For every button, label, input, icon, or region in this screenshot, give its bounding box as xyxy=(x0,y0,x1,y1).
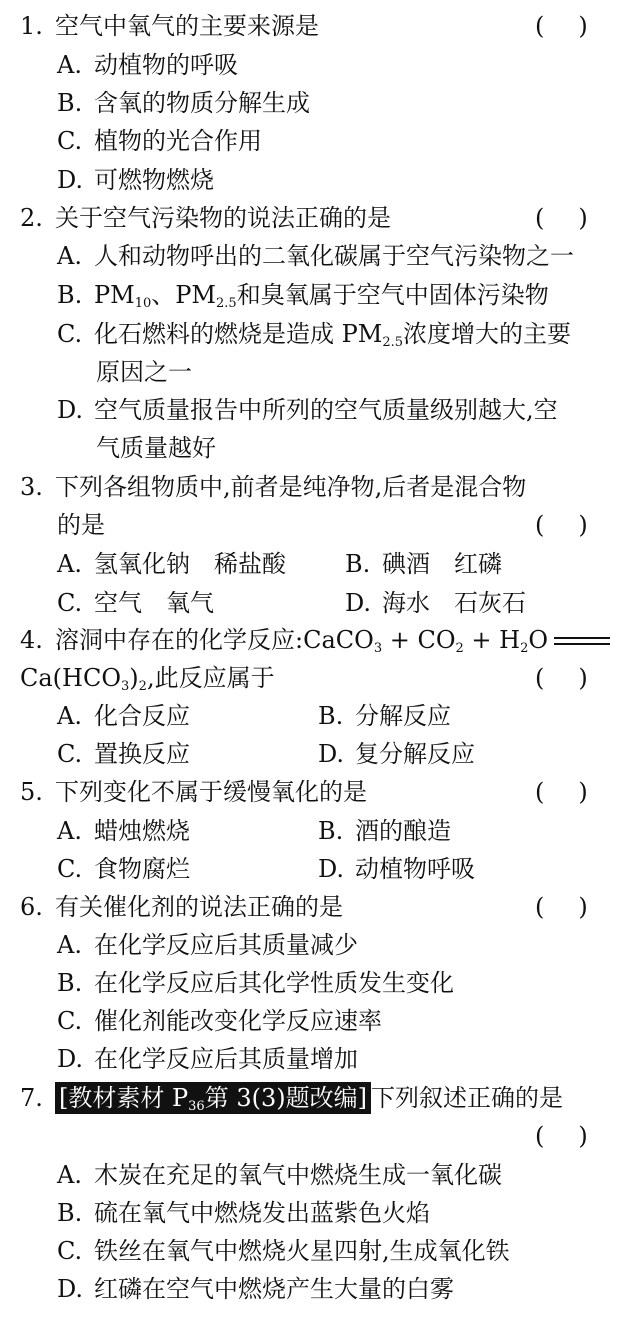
option-text: 空气质量报告中所列的空气质量级别越大,空 xyxy=(94,396,558,424)
question-4-option-c[interactable] xyxy=(57,740,190,768)
source-tag xyxy=(55,1082,371,1114)
question-2-option-d-continued xyxy=(0,429,630,467)
option-text: 空气 氧气 xyxy=(94,589,214,617)
answer-bracket: () xyxy=(535,511,622,539)
question-3-option-d[interactable] xyxy=(345,584,526,622)
option-letter: D. xyxy=(57,166,84,194)
question-number: 3. xyxy=(20,473,43,501)
option-text: 化石燃料的燃烧是造成 PM xyxy=(94,320,383,348)
question-3-option-b[interactable] xyxy=(345,545,502,583)
option-text: 碘酒 红磷 xyxy=(382,550,502,578)
option-letter: B. xyxy=(318,702,344,730)
question-text: 下列变化不属于缓慢氧化的是 xyxy=(55,778,367,806)
question-2-stem xyxy=(0,199,630,237)
option-text: 在化学反应后其质量增加 xyxy=(94,1045,358,1073)
question-2-option-c[interactable] xyxy=(0,315,630,353)
option-text: 氢氧化钠 稀盐酸 xyxy=(94,550,286,578)
option-letter: A. xyxy=(57,51,82,79)
option-text-sep: 、PM xyxy=(151,281,217,309)
question-1-option-d[interactable] xyxy=(0,161,630,199)
formula-part: + CO xyxy=(382,626,456,654)
option-text: 原因之一 xyxy=(96,358,192,386)
question-text: 关于空气污染物的说法正确的是 xyxy=(55,204,391,232)
option-text: 酒的酿造 xyxy=(355,817,451,845)
question-text: 有关催化剂的说法正确的是 xyxy=(55,893,343,921)
option-text: 木炭在充足的氧气中燃烧生成一氧化碳 xyxy=(94,1161,502,1189)
subscript: 2 xyxy=(138,679,147,694)
answer-bracket: () xyxy=(535,664,622,692)
question-6-stem xyxy=(0,888,630,926)
answer-bracket: () xyxy=(535,778,622,806)
option-letter: B. xyxy=(57,969,83,997)
formula-part: CaCO xyxy=(303,626,374,654)
option-letter: A. xyxy=(57,817,82,845)
option-letter: B. xyxy=(57,89,83,117)
option-letter: D. xyxy=(57,396,84,424)
option-letter: C. xyxy=(57,1237,83,1265)
option-letter: B. xyxy=(318,817,344,845)
question-7-stem xyxy=(0,1079,630,1117)
tag-text: [教材素材 P xyxy=(59,1084,189,1112)
subscript: 10 xyxy=(134,296,152,311)
option-text: 铁丝在氧气中燃烧火星四射,生成氧化铁 xyxy=(94,1237,510,1265)
question-6-option-d[interactable] xyxy=(0,1040,630,1078)
question-6-option-c[interactable] xyxy=(0,1002,630,1040)
answer-bracket: () xyxy=(535,1122,622,1150)
option-letter: C. xyxy=(57,1007,83,1035)
question-number: 6. xyxy=(20,893,43,921)
question-4-option-d[interactable] xyxy=(318,735,475,773)
question-text: 下列叙述正确的是 xyxy=(370,1084,563,1112)
question-3-option-a[interactable] xyxy=(57,550,286,578)
question-5-option-d[interactable] xyxy=(318,850,475,888)
formula-part: Ca(HCO xyxy=(20,664,122,692)
option-letter: A. xyxy=(57,702,82,730)
question-5-option-b[interactable] xyxy=(318,812,451,850)
subscript: 3 xyxy=(121,679,130,694)
question-5-options-row-1 xyxy=(0,812,630,850)
option-text: 可燃物燃烧 xyxy=(94,166,214,194)
question-5-option-a[interactable] xyxy=(57,817,190,845)
option-letter: D. xyxy=(318,740,345,768)
option-letter: C. xyxy=(57,589,83,617)
formula-part: ) xyxy=(129,664,139,692)
equals-sign xyxy=(554,637,610,645)
subscript: 2.5 xyxy=(216,296,237,311)
option-text: 海水 石灰石 xyxy=(382,589,526,617)
question-4-stem xyxy=(0,621,630,659)
option-text-tail: 浓度增大的主要 xyxy=(403,320,572,348)
option-text: 人和动物呼出的二氧化碳属于空气污染物之一 xyxy=(94,242,574,270)
subscript: 3 xyxy=(373,641,383,656)
question-1-option-b[interactable] xyxy=(0,84,630,122)
question-3-stem-continued xyxy=(0,506,630,544)
question-7-option-d[interactable] xyxy=(0,1270,630,1308)
option-letter: D. xyxy=(318,855,345,883)
question-number: 2. xyxy=(20,204,43,232)
question-text: 溶洞中存在的化学反应: xyxy=(55,626,304,654)
question-number: 7. xyxy=(20,1084,43,1112)
formula-part: + H xyxy=(463,626,521,654)
option-letter: C. xyxy=(57,740,83,768)
question-number: 5. xyxy=(20,778,43,806)
question-3-option-c[interactable] xyxy=(57,589,214,617)
question-7-option-a[interactable] xyxy=(0,1156,630,1194)
question-5-stem xyxy=(0,773,630,811)
option-letter: C. xyxy=(57,127,83,155)
question-number: 4. xyxy=(20,626,43,654)
option-letter: A. xyxy=(57,242,82,270)
option-text-pm: PM xyxy=(94,281,135,309)
option-letter: A. xyxy=(57,931,82,959)
answer-bracket: () xyxy=(535,204,622,232)
question-text: 的是 xyxy=(57,511,105,539)
question-6-option-b[interactable] xyxy=(0,964,630,1002)
subscript: 2.5 xyxy=(382,335,404,350)
option-text: 动植物呼吸 xyxy=(355,855,475,883)
question-4-options-row-2 xyxy=(0,735,630,773)
answer-bracket: () xyxy=(535,893,622,921)
equation xyxy=(303,626,610,654)
question-2-option-d[interactable] xyxy=(0,391,630,429)
question-2-option-b[interactable] xyxy=(0,276,630,314)
option-text-tail: 和臭氧属于空气中固体污染物 xyxy=(236,281,549,309)
option-letter: B. xyxy=(57,1199,83,1227)
question-7-option-c[interactable] xyxy=(0,1232,630,1270)
subscript: 2 xyxy=(520,641,529,656)
option-text: 气质量越好 xyxy=(96,434,216,462)
option-letter: A. xyxy=(57,1161,82,1189)
option-letter: B. xyxy=(57,281,83,309)
question-4-option-b[interactable] xyxy=(318,697,451,735)
question-number: 1. xyxy=(20,12,43,40)
question-7-bracket-line xyxy=(0,1117,630,1155)
option-text: 动植物的呼吸 xyxy=(94,51,238,79)
option-text: 红磷在空气中燃烧产生大量的白雾 xyxy=(94,1275,454,1303)
question-4-stem-continued xyxy=(0,659,630,697)
option-text: 催化剂能改变化学反应速率 xyxy=(94,1007,382,1035)
question-6-option-a[interactable] xyxy=(0,926,630,964)
option-letter: D. xyxy=(345,589,372,617)
option-letter: C. xyxy=(57,855,83,883)
question-text: ,此反应属于 xyxy=(146,664,275,692)
question-5-options-row-2 xyxy=(0,850,630,888)
question-4-option-a[interactable] xyxy=(57,702,190,730)
question-3-options-row-2 xyxy=(0,584,630,622)
question-1-option-c[interactable] xyxy=(0,122,630,160)
question-3-stem xyxy=(0,468,630,506)
option-text: 分解反应 xyxy=(355,702,451,730)
question-1-option-a[interactable] xyxy=(0,46,630,84)
subscript: 36 xyxy=(188,1099,205,1114)
question-5-option-c[interactable] xyxy=(57,855,190,883)
formula-part: O xyxy=(528,626,549,654)
option-text: 含氧的物质分解生成 xyxy=(94,89,310,117)
subscript: 2 xyxy=(455,641,464,656)
option-text: 蜡烛燃烧 xyxy=(94,817,190,845)
question-2-option-a[interactable] xyxy=(0,237,630,275)
option-text: 在化学反应后其质量减少 xyxy=(94,931,358,959)
question-text: 空气中氧气的主要来源是 xyxy=(55,12,319,40)
tag-text: 第 3(3)题改编] xyxy=(204,1084,367,1112)
option-text: 复分解反应 xyxy=(355,740,475,768)
option-text: 食物腐烂 xyxy=(94,855,190,883)
question-2-option-c-continued xyxy=(0,353,630,391)
option-text: 化合反应 xyxy=(94,702,190,730)
option-text: 置换反应 xyxy=(94,740,190,768)
option-letter: A. xyxy=(57,550,82,578)
question-3-options-row-1 xyxy=(0,545,630,583)
option-text: 植物的光合作用 xyxy=(94,127,262,155)
answer-bracket: () xyxy=(535,12,622,40)
question-4-options-row-1 xyxy=(0,697,630,735)
option-text: 在化学反应后其化学性质发生变化 xyxy=(94,969,454,997)
question-1-stem xyxy=(0,7,630,45)
question-7-option-b[interactable] xyxy=(0,1194,630,1232)
option-text: 硫在氧气中燃烧发出蓝紫色火焰 xyxy=(94,1199,430,1227)
question-text: 下列各组物质中,前者是纯净物,后者是混合物 xyxy=(55,473,527,501)
option-letter: D. xyxy=(57,1275,84,1303)
option-letter: D. xyxy=(57,1045,84,1073)
option-letter: C. xyxy=(57,320,83,348)
option-letter: B. xyxy=(345,550,371,578)
